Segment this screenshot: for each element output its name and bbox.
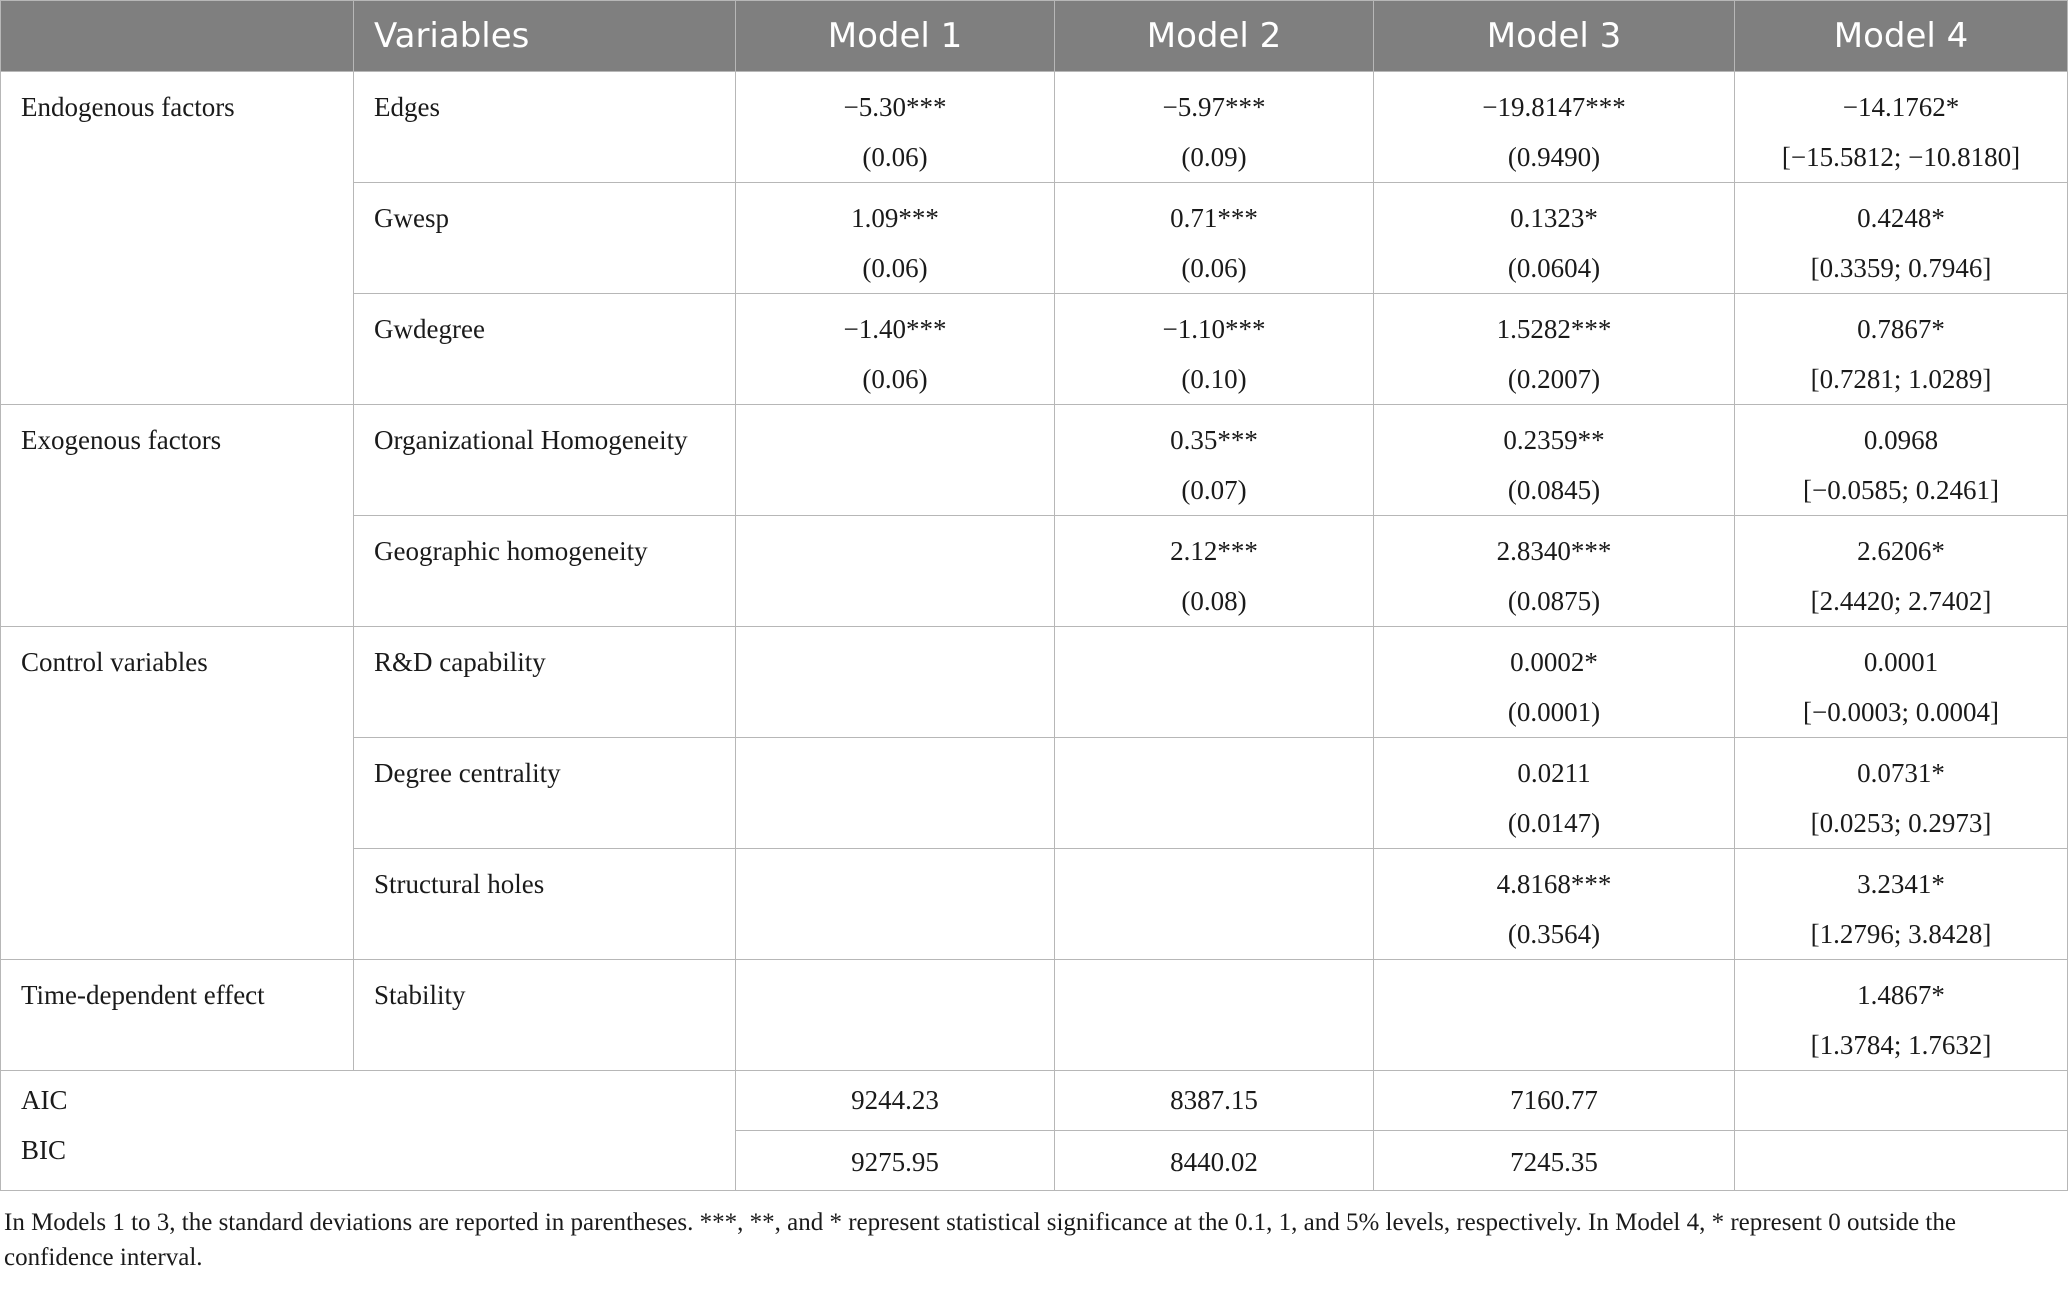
aic-value: 7160.77	[1374, 1071, 1735, 1131]
coef-cell	[1374, 627, 1735, 738]
coefficient: −1.40***	[843, 314, 947, 344]
coefficient: 4.8168***	[1496, 869, 1612, 899]
std-error: (0.9490)	[1507, 142, 1601, 172]
coef-cell	[736, 627, 1055, 738]
fit-stat-labels	[1, 1071, 736, 1191]
variable-name: Edges	[354, 72, 736, 183]
std-error: (0.0875)	[1507, 586, 1601, 616]
coefficient: 1.5282***	[1496, 314, 1612, 344]
coef-cell	[1374, 72, 1735, 183]
coefficient: −1.10***	[1162, 314, 1266, 344]
coef-cell	[1374, 738, 1735, 849]
table-row	[1, 405, 2068, 516]
bic-value: 9275.95	[736, 1131, 1055, 1191]
bic-label: BIC	[21, 1135, 67, 1165]
confidence-interval: [1.2796; 3.8428]	[1810, 919, 1992, 949]
confidence-interval: [−15.5812; −10.8180]	[1781, 142, 2021, 172]
coef-cell	[1055, 405, 1374, 516]
header-model-4: Model 4	[1735, 1, 2068, 72]
coefficient: 2.12***	[1170, 536, 1258, 566]
variable-name: Gwesp	[354, 183, 736, 294]
coefficient: 1.09***	[851, 203, 939, 233]
variable-name: Gwdegree	[354, 294, 736, 405]
confidence-interval: [2.4420; 2.7402]	[1810, 586, 1992, 616]
coef-cell	[1735, 183, 2068, 294]
coef-cell	[1735, 849, 2068, 960]
coef-cell	[736, 849, 1055, 960]
std-error: (0.0604)	[1507, 253, 1601, 283]
coefficient: 2.8340***	[1496, 536, 1612, 566]
coefficient: −14.1762*	[1842, 92, 1960, 122]
std-error: (0.06)	[1181, 253, 1247, 283]
variable-name: R&D capability	[354, 627, 736, 738]
std-error: (0.3564)	[1507, 919, 1601, 949]
coefficient: 0.7867*	[1857, 314, 1945, 344]
table-row	[1, 72, 2068, 183]
coef-cell	[736, 516, 1055, 627]
coef-cell	[1374, 183, 1735, 294]
coefficient: 0.2359**	[1503, 425, 1605, 455]
coef-cell	[1374, 294, 1735, 405]
coef-cell	[1735, 405, 2068, 516]
variable-name: Organizational Homogeneity	[354, 405, 736, 516]
coef-cell	[1735, 960, 2068, 1071]
bic-value: 7245.35	[1374, 1131, 1735, 1191]
coef-cell	[1055, 516, 1374, 627]
coef-cell	[1735, 294, 2068, 405]
coefficient: 0.0002*	[1510, 647, 1598, 677]
std-error: (0.06)	[862, 364, 928, 394]
table-row	[1, 960, 2068, 1071]
coef-cell	[1374, 405, 1735, 516]
header-model-2: Model 2	[1055, 1, 1374, 72]
confidence-interval: [−0.0003; 0.0004]	[1803, 697, 1999, 727]
group-label: Control variables	[1, 627, 354, 960]
coef-cell	[1735, 738, 2068, 849]
coef-cell	[1055, 738, 1374, 849]
confidence-interval: [1.3784; 1.7632]	[1810, 1030, 1992, 1060]
confidence-interval: [−0.0585; 0.2461]	[1803, 475, 1999, 505]
std-error: (0.07)	[1181, 475, 1247, 505]
table-body	[1, 72, 2068, 1191]
table-header	[1, 1, 2068, 72]
header-blank	[1, 1, 354, 72]
std-error: (0.10)	[1181, 364, 1247, 394]
confidence-interval: [0.3359; 0.7946]	[1810, 253, 1992, 283]
coef-cell	[1374, 516, 1735, 627]
std-error: (0.0001)	[1507, 697, 1601, 727]
coef-cell	[1055, 294, 1374, 405]
coef-cell	[1735, 627, 2068, 738]
header-variables: Variables	[354, 1, 736, 72]
group-label: Endogenous factors	[1, 72, 354, 405]
coef-cell	[1055, 72, 1374, 183]
variable-name: Degree centrality	[354, 738, 736, 849]
variable-name: Structural holes	[354, 849, 736, 960]
coef-cell	[1374, 960, 1735, 1071]
group-label: Time-dependent effect	[1, 960, 354, 1071]
aic-value: 8387.15	[1055, 1071, 1374, 1131]
coef-cell	[1374, 849, 1735, 960]
bic-value	[1735, 1131, 2068, 1191]
coefficient: −5.30***	[843, 92, 947, 122]
coef-cell	[736, 183, 1055, 294]
coefficient: 3.2341*	[1857, 869, 1945, 899]
header-row	[1, 1, 2068, 72]
variable-name: Stability	[354, 960, 736, 1071]
coefficient: 0.0731*	[1857, 758, 1945, 788]
table-footnote: In Models 1 to 3, the standard deviations are reported in parentheses. ***, **, and * represent statistical significance at the 0.1, 1, and 5% levels, respectively. In Model 4, * represent 0 outside the confidence interval.	[4, 1209, 1956, 1271]
table-row	[1, 627, 2068, 738]
coef-cell	[736, 405, 1055, 516]
std-error: (0.09)	[1181, 142, 1247, 172]
confidence-interval: [0.7281; 1.0289]	[1810, 364, 1992, 394]
coef-cell	[1055, 849, 1374, 960]
std-error: (0.0845)	[1507, 475, 1601, 505]
header-model-3: Model 3	[1374, 1, 1735, 72]
coefficient: 0.71***	[1170, 203, 1258, 233]
std-error: (0.06)	[862, 142, 928, 172]
coef-cell	[1055, 627, 1374, 738]
std-error: (0.06)	[862, 253, 928, 283]
variable-name: Geographic homogeneity	[354, 516, 736, 627]
coefficient: −5.97***	[1162, 92, 1266, 122]
coef-cell	[736, 72, 1055, 183]
coefficient: 0.0211	[1517, 758, 1591, 788]
confidence-interval: [0.0253; 0.2973]	[1810, 808, 1992, 838]
coefficient: 0.35***	[1170, 425, 1258, 455]
coef-cell	[1055, 183, 1374, 294]
aic-value	[1735, 1071, 2068, 1131]
std-error: (0.0147)	[1507, 808, 1601, 838]
coef-cell	[1055, 960, 1374, 1071]
bic-value: 8440.02	[1055, 1131, 1374, 1191]
coef-cell	[736, 960, 1055, 1071]
coef-cell	[736, 738, 1055, 849]
std-error: (0.08)	[1181, 586, 1247, 616]
aic-row	[1, 1071, 2068, 1131]
coefficient: 2.6206*	[1857, 536, 1945, 566]
coefficient: 0.4248*	[1857, 203, 1945, 233]
coefficient: 0.0968	[1863, 425, 1939, 455]
header-model-1: Model 1	[736, 1, 1055, 72]
coefficient: 0.0001	[1863, 647, 1939, 677]
aic-value: 9244.23	[736, 1071, 1055, 1131]
aic-label: AIC	[21, 1085, 68, 1115]
coef-cell	[1735, 516, 2068, 627]
coef-cell	[736, 294, 1055, 405]
coefficient: 1.4867*	[1857, 980, 1945, 1010]
group-label: Exogenous factors	[1, 405, 354, 627]
coefficient: −19.8147***	[1482, 92, 1626, 122]
coef-cell	[1735, 72, 2068, 183]
std-error: (0.2007)	[1507, 364, 1601, 394]
coefficient: 0.1323*	[1510, 203, 1598, 233]
